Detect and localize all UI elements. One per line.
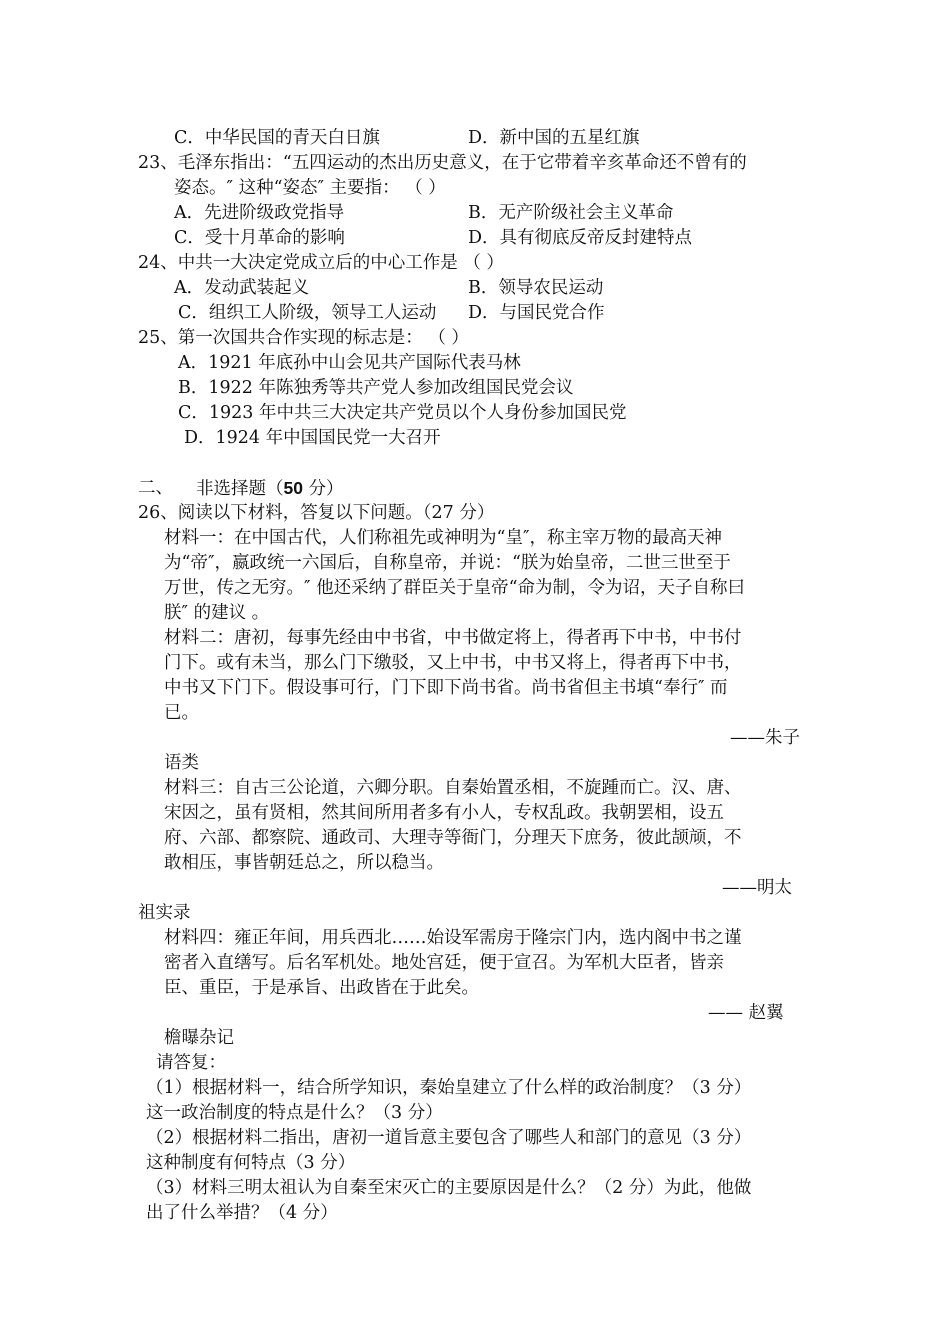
- answer-prompt: 请答复：: [156, 1053, 226, 1073]
- q25-option-b: B．1922 年陈独秀等共产党人参加改组国民党会议: [178, 378, 574, 398]
- material4-source-cont: 檐曝杂记: [164, 1028, 234, 1048]
- q23-option-a: A．先进阶级政党指导: [174, 203, 345, 223]
- section2-heading: [196, 476, 344, 501]
- q24-option-c: C．组织工人阶级，领导工人运动: [178, 303, 437, 323]
- q24-option-b: B．领导农民运动: [468, 278, 604, 298]
- material1-line3: 万世，传之无穷。″ 他还采纳了群臣关于皇帝“命为制，令为诏，天子自称曰: [164, 578, 746, 598]
- section2-title: 非选择题（: [196, 479, 284, 499]
- material2-line2: 门下。或有未当，那么门下缴驳，又上中书，中书又将上，得者再下中书，: [164, 653, 742, 673]
- subquestion2-line2: 这种制度有何特点（3 分）: [146, 1153, 356, 1173]
- material2-source: ——朱子: [730, 728, 800, 748]
- material3-source-cont: 祖实录: [138, 903, 191, 923]
- q23-option-d: D．具有彻底反帝反封建特点: [468, 228, 693, 248]
- q25-option-c: C．1923 年中共三大决定共产党员以个人身份参加国民党: [178, 403, 627, 423]
- q22-option-d: D．新中国的五星红旗: [468, 128, 640, 148]
- material4-line2: 密者入直缮写。后名军机处。地处宫廷，便于宣召。为军机大臣者，皆亲: [164, 953, 724, 973]
- material1-line2: 为“帝″，嬴政统一六国后，自称皇帝，并说：“朕为始皇帝，二世三世至于: [164, 553, 731, 573]
- q24-option-d: D．与国民党合作: [468, 303, 605, 323]
- q24-option-a: A．发动武装起义: [174, 278, 310, 298]
- q25-option-a: A．1921 年底孙中山会见共产国际代表马林: [178, 353, 521, 373]
- subquestion1-line2: 这一政治制度的特点是什么？（3 分）: [146, 1103, 443, 1123]
- q24-stem: 24、中共一大决定党成立后的中心工作是 （ ）: [138, 253, 504, 273]
- section2-score: 50: [283, 478, 303, 498]
- material3-line3: 府、六部、都察院、通政司、大理寺等衙门，分理天下庶务，彼此颉颃，不: [164, 828, 742, 848]
- subquestion3-line2: 出了什么举措？（4 分）: [146, 1203, 338, 1223]
- material3-line2: 宋因之，虽有贤相，然其间所用者多有小人，专权乱政。我朝罢相，设五: [164, 803, 724, 823]
- subquestion3-line1: （3）材料三明太祖认为自秦至宋灭亡的主要原因是什么？（2 分）为此，他做: [146, 1178, 752, 1198]
- material1-line4: 朕″ 的建议 。: [164, 603, 270, 623]
- q22-option-c: C．中华民国的青天白日旗: [174, 128, 380, 148]
- material4-line1: 材料四：雍正年间，用兵西北……始设军需房于隆宗门内，选内阁中书之谨: [164, 928, 742, 948]
- q26-stem: 26、阅读以下材料，答复以下问题。（27 分）: [138, 503, 495, 523]
- subquestion2-line1: （2）根据材料二指出，唐初一道旨意主要包含了哪些人和部门的意见（3 分）: [146, 1128, 752, 1148]
- q23-stem-line2: 姿态。″ 这种“姿态″ 主要指： （ ）: [174, 178, 446, 198]
- material2-line1: 材料二：唐初，每事先经由中书省，中书做定将上，得者再下中书，中书付: [164, 628, 742, 648]
- q23-stem-line1: 23、毛泽东指出：“五四运动的杰出历史意义，在于它带着辛亥革命还不曾有的: [138, 153, 747, 173]
- material3-source: ——明太: [722, 878, 792, 898]
- material4-source: —— 赵翼: [708, 1003, 784, 1023]
- material1-line1: 材料一：在中国古代，人们称祖先或神明为“皇″，称主宰万物的最高天神: [164, 528, 722, 548]
- q23-option-c: C．受十月革命的影响: [174, 228, 345, 248]
- material2-line4: 已。: [164, 703, 199, 723]
- subquestion1-line1: （1）根据材料一，结合所学知识，秦始皇建立了什么样的政治制度？（3 分）: [146, 1078, 752, 1098]
- material4-line3: 臣、重臣，于是承旨、出政皆在于此矣。: [164, 978, 479, 998]
- section2-number: 二、: [138, 478, 173, 498]
- material2-line3: 中书又下门下。假设事可行，门下即下尚书省。尚书省但主书填“奉行″ 而: [164, 678, 728, 698]
- material2-source-cont: 语类: [164, 753, 199, 773]
- material3-line1: 材料三：自古三公论道，六卿分职。自秦始置丞相，不旋踵而亡。汉、唐、: [164, 778, 742, 798]
- material3-line4: 敢相压，事皆朝廷总之，所以稳当。: [164, 853, 444, 873]
- section2-title-end: 分）: [302, 479, 344, 499]
- q25-stem: 25、第一次国共合作实现的标志是： （ ）: [138, 328, 469, 348]
- q25-option-d: D．1924 年中国国民党一大召开: [184, 428, 441, 448]
- q23-option-b: B．无产阶级社会主义革命: [468, 203, 674, 223]
